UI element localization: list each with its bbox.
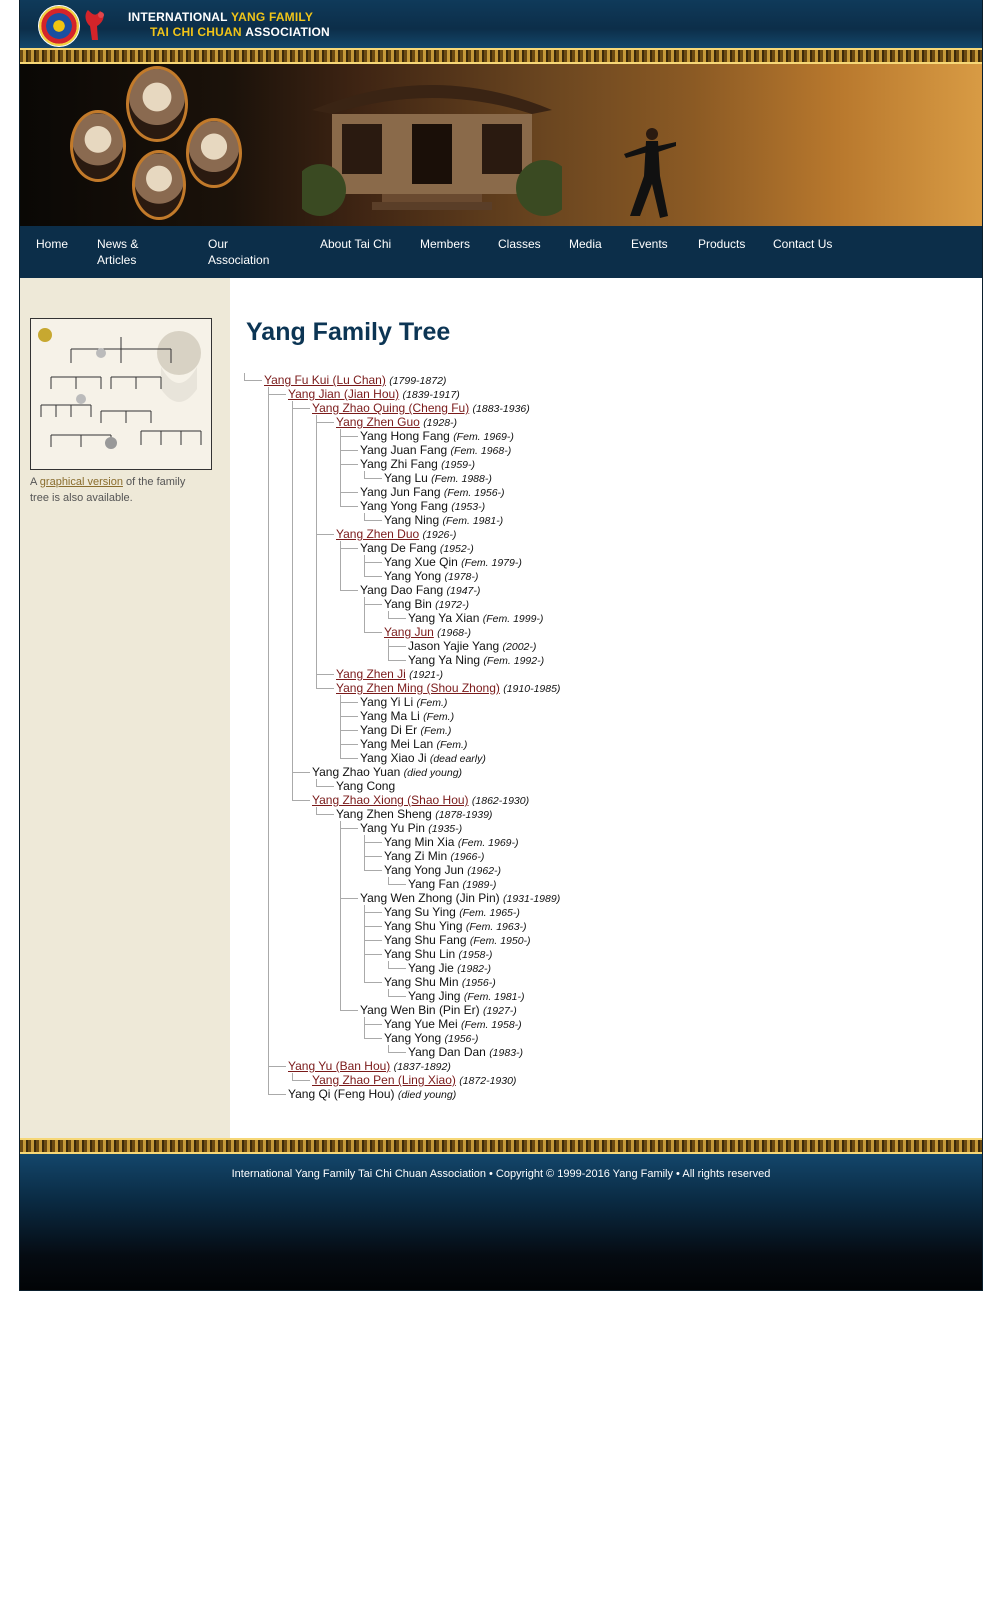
tree-node-years: (Fem. 1965-) bbox=[459, 907, 520, 919]
tree-node-years: (1935-) bbox=[428, 823, 463, 835]
tree-node bbox=[360, 891, 560, 906]
tree-node-name: Yang Cong bbox=[336, 779, 396, 793]
tree-connector-vertical bbox=[268, 387, 269, 1094]
tree-node bbox=[384, 513, 503, 528]
tree-connector-vertical bbox=[388, 639, 389, 660]
master-portrait-4 bbox=[186, 118, 242, 188]
tree-node-years: (died young) bbox=[403, 767, 463, 779]
tree-connector-horizontal bbox=[316, 786, 334, 787]
note-suffix: of the family tree is also available. bbox=[30, 476, 186, 504]
tree-node bbox=[288, 387, 460, 402]
tree-connector-horizontal bbox=[340, 492, 358, 493]
tree-node bbox=[336, 807, 492, 822]
tree-node bbox=[360, 695, 447, 710]
tree-connector-horizontal bbox=[364, 1024, 382, 1025]
footer bbox=[20, 1154, 982, 1290]
tree-node-link[interactable]: Yang Zhao Pen (Ling Xiao) bbox=[312, 1073, 456, 1087]
tree-connector-horizontal bbox=[364, 856, 382, 857]
tree-connector-vertical bbox=[364, 835, 365, 870]
tree-node-years: (1862-1930) bbox=[471, 795, 530, 807]
tree-node bbox=[312, 1073, 516, 1088]
tree-connector-horizontal bbox=[244, 380, 262, 381]
tree-node-name: Yang Hong Fang bbox=[360, 429, 450, 443]
tree-node-years: (Fem. 1950-) bbox=[469, 935, 531, 947]
tree-node bbox=[336, 681, 560, 696]
family-tree-thumbnail[interactable] bbox=[30, 318, 212, 470]
tree-connector-horizontal bbox=[364, 604, 382, 605]
master-portrait-3 bbox=[132, 150, 186, 220]
header-banner-image bbox=[20, 64, 982, 226]
tree-connector-vertical bbox=[388, 989, 389, 996]
tree-connector-horizontal bbox=[364, 562, 382, 563]
tree-node-years: (Fem. 1992-) bbox=[483, 655, 545, 667]
tree-node-years: (1910-1985) bbox=[503, 683, 561, 695]
tree-node bbox=[312, 793, 529, 808]
tree-connector-horizontal bbox=[340, 716, 358, 717]
tree-node bbox=[336, 779, 395, 793]
tree-node bbox=[360, 499, 485, 514]
tree-connector-horizontal bbox=[316, 688, 334, 689]
tree-node-name: Yang Su Ying bbox=[384, 905, 456, 919]
tree-connector-horizontal bbox=[316, 534, 334, 535]
tree-node-link[interactable]: Yang Jian (Jian Hou) bbox=[288, 387, 400, 401]
tree-connector-horizontal bbox=[268, 1066, 286, 1067]
tree-connector-horizontal bbox=[292, 800, 310, 801]
tree-connector-horizontal bbox=[364, 870, 382, 871]
tree-node bbox=[360, 723, 451, 738]
tree-connector-horizontal bbox=[292, 1080, 310, 1081]
tree-connector-horizontal bbox=[340, 506, 358, 507]
tree-node bbox=[360, 709, 454, 724]
tree-node-name: Yang Jie bbox=[408, 961, 454, 975]
tree-node bbox=[384, 1031, 478, 1046]
tree-node bbox=[408, 961, 491, 976]
tree-node-years: (Fem. 1969-) bbox=[453, 431, 514, 443]
tree-node-years: (1878-1939) bbox=[435, 809, 493, 821]
tree-connector-horizontal bbox=[316, 674, 334, 675]
tree-node-name: Yang Yu Pin bbox=[360, 821, 425, 835]
tree-connector-horizontal bbox=[388, 968, 406, 969]
master-portrait-2 bbox=[126, 66, 188, 142]
tree-connector-horizontal bbox=[340, 548, 358, 549]
tree-node-name: Yang Zhi Fang bbox=[360, 457, 438, 471]
tree-connector-vertical bbox=[388, 1045, 389, 1052]
family-tree-thumbnail-graphic bbox=[31, 319, 211, 469]
nav-about-tai-chi[interactable]: About Tai Chi bbox=[320, 237, 392, 251]
tree-node bbox=[384, 625, 471, 640]
tree-node bbox=[360, 1003, 517, 1018]
tree-connector-horizontal bbox=[340, 1010, 358, 1011]
tree-node-years: (1926-) bbox=[422, 529, 457, 541]
nav-products[interactable]: Products bbox=[698, 237, 746, 251]
tree-connector-vertical bbox=[340, 695, 341, 758]
fist-logo-icon bbox=[82, 8, 108, 42]
tree-node-name: Yang Ya Xian bbox=[408, 611, 480, 625]
tree-node-name: Yang Di Er bbox=[360, 723, 418, 737]
tree-node-name: Yang Zhao Yuan bbox=[312, 765, 401, 779]
tree-node-name: Yang Lu bbox=[384, 471, 428, 485]
tree-node-name: Yang Shu Ying bbox=[384, 919, 463, 933]
tree-node bbox=[264, 373, 446, 388]
tree-connector-vertical bbox=[340, 429, 341, 506]
tree-connector-horizontal bbox=[364, 576, 382, 577]
tree-node-name: Yang Shu Min bbox=[384, 975, 459, 989]
tree-node-years: (1968-) bbox=[437, 627, 472, 639]
tree-node bbox=[384, 947, 492, 962]
tree-node bbox=[360, 457, 475, 472]
tree-node-years: (1989-) bbox=[462, 879, 497, 891]
tree-node bbox=[384, 905, 520, 920]
tree-node-name: Yang Xue Qin bbox=[384, 555, 458, 569]
tree-connector-vertical bbox=[364, 905, 365, 982]
tree-node bbox=[384, 849, 484, 864]
tree-connector-horizontal bbox=[340, 730, 358, 731]
tree-node-years: (Fem.) bbox=[420, 725, 452, 737]
tree-node bbox=[360, 737, 467, 752]
nav-events[interactable]: Events bbox=[631, 237, 668, 251]
tree-node bbox=[384, 863, 501, 878]
tree-node-years: (Fem.) bbox=[436, 739, 468, 751]
decorative-gold-band-top bbox=[20, 48, 982, 64]
tree-connector-vertical bbox=[340, 541, 341, 590]
tree-node-name: Yang Yong Jun bbox=[384, 863, 464, 877]
tree-connector-horizontal bbox=[340, 744, 358, 745]
tree-node-years: (1837-1892) bbox=[393, 1061, 451, 1073]
tree-node-name: Yang Jing bbox=[408, 989, 461, 1003]
tai-chi-practitioner-figure bbox=[610, 124, 690, 224]
tree-node bbox=[360, 541, 474, 556]
tree-connector-horizontal bbox=[268, 394, 286, 395]
tree-node-years: (1953-) bbox=[451, 501, 486, 513]
temple-illustration bbox=[302, 70, 562, 220]
tree-node bbox=[384, 597, 469, 612]
tree-connector-horizontal bbox=[388, 884, 406, 885]
tree-node bbox=[384, 975, 496, 990]
family-tree-list bbox=[230, 278, 982, 1138]
tree-node bbox=[360, 429, 514, 444]
tree-node-years: (Fem. 1988-) bbox=[431, 473, 492, 485]
tree-node-link[interactable]: Yang Zhen Duo bbox=[336, 527, 420, 541]
tree-node-years: (1952-) bbox=[439, 543, 474, 555]
tree-connector-vertical bbox=[292, 1073, 293, 1080]
tree-node-name: Yang Shu Lin bbox=[384, 947, 456, 961]
tree-node bbox=[336, 527, 456, 542]
tree-node bbox=[360, 485, 505, 500]
tree-connector-horizontal bbox=[364, 954, 382, 955]
graphical-version-link[interactable]: graphical version bbox=[39, 476, 123, 488]
tree-connector-horizontal bbox=[388, 618, 406, 619]
tree-node bbox=[384, 835, 519, 850]
tree-node-years: (Fem. 1969-) bbox=[457, 837, 519, 849]
tree-node-name: Yang Yong bbox=[384, 569, 442, 583]
tree-node bbox=[384, 933, 531, 948]
tree-connector-vertical bbox=[364, 555, 365, 576]
logo-word-association: ASSOCIATION bbox=[245, 25, 330, 39]
nav-home[interactable]: Home bbox=[36, 237, 69, 251]
tree-connector-horizontal bbox=[388, 1052, 406, 1053]
tree-connector-vertical bbox=[364, 471, 365, 478]
tree-node-years: (1839-1917) bbox=[402, 389, 460, 401]
tree-node-years: (1947-) bbox=[446, 585, 481, 597]
tree-node bbox=[336, 415, 457, 430]
tree-node-name: Yang Ning bbox=[384, 513, 440, 527]
tree-connector-horizontal bbox=[388, 660, 406, 661]
tree-connector-vertical bbox=[364, 1017, 365, 1038]
tree-connector-horizontal bbox=[364, 520, 382, 521]
tree-node-years: (1927-) bbox=[482, 1005, 517, 1017]
note-prefix: A bbox=[30, 476, 37, 488]
tree-connector-horizontal bbox=[388, 996, 406, 997]
tree-node-name: Yang Juan Fang bbox=[360, 443, 448, 457]
tree-node-years: (1959-) bbox=[441, 459, 476, 471]
header-bar bbox=[20, 0, 982, 48]
site-logo-text[interactable] bbox=[128, 10, 330, 40]
tree-node-years: (1983-) bbox=[489, 1047, 524, 1059]
tree-node bbox=[360, 443, 511, 458]
tree-node-years: (died young) bbox=[397, 1089, 457, 1101]
tree-node bbox=[360, 821, 462, 836]
tree-node-name: Yang Qi (Feng Hou) bbox=[288, 1087, 395, 1101]
tree-node bbox=[384, 1017, 522, 1032]
tree-node-link[interactable]: Yang Jun bbox=[384, 625, 434, 639]
logo-word-international: INTERNATIONAL bbox=[128, 10, 228, 24]
tree-connector-vertical bbox=[388, 611, 389, 618]
tree-connector-horizontal bbox=[340, 464, 358, 465]
tree-node-name: Yang Min Xia bbox=[384, 835, 455, 849]
tree-node-years: (dead early) bbox=[429, 753, 486, 765]
nav-our-association[interactable]: Our Association bbox=[208, 237, 270, 267]
tree-connector-horizontal bbox=[364, 478, 382, 479]
tree-node-years: (1928-) bbox=[423, 417, 458, 429]
tree-node-name: Yang Yong Fang bbox=[360, 499, 448, 513]
tree-node bbox=[360, 751, 486, 766]
tree-node-years: (1931-1989) bbox=[502, 893, 561, 905]
tree-connector-vertical bbox=[364, 513, 365, 520]
tree-node-years: (1872-1930) bbox=[459, 1075, 517, 1087]
nav-members[interactable]: Members bbox=[420, 237, 471, 251]
tree-node bbox=[408, 611, 543, 626]
tree-connector-horizontal bbox=[364, 926, 382, 927]
tree-connector-horizontal bbox=[316, 422, 334, 423]
tree-connector-horizontal bbox=[340, 702, 358, 703]
tree-node-years: (1982-) bbox=[457, 963, 492, 975]
tree-node-name: Yang Bin bbox=[384, 597, 432, 611]
tree-connector-horizontal bbox=[340, 590, 358, 591]
tree-node-name: Yang Xiao Ji bbox=[360, 751, 427, 765]
page-title: Yang Family Tree bbox=[246, 318, 451, 346]
tree-connector-horizontal bbox=[364, 940, 382, 941]
association-emblem-icon[interactable] bbox=[38, 5, 80, 47]
tree-node bbox=[408, 1045, 523, 1060]
decorative-gold-band-bottom bbox=[20, 1138, 982, 1154]
tree-connector-horizontal bbox=[340, 828, 358, 829]
main-navigation bbox=[20, 226, 982, 278]
tree-node bbox=[360, 583, 480, 598]
tree-node-years: (1958-) bbox=[458, 949, 493, 961]
nav-news-articles[interactable]: News & Articles bbox=[97, 237, 139, 267]
tree-node-years: (1956-) bbox=[461, 977, 496, 989]
tree-connector-horizontal bbox=[340, 898, 358, 899]
tree-node-years: (Fem. 1968-) bbox=[450, 445, 512, 457]
tree-node-name: Yang Zi Min bbox=[384, 849, 448, 863]
tree-node-years: (Fem.) bbox=[416, 697, 448, 709]
tree-node-years: (1966-) bbox=[450, 851, 485, 863]
tree-node-link[interactable]: Yang Zhen Ji bbox=[336, 667, 406, 681]
tree-node-name: Yang Yi Li bbox=[360, 695, 414, 709]
tree-node-name: Yang Shu Fang bbox=[384, 933, 467, 947]
tree-node-years: (Fem. 1981-) bbox=[463, 991, 525, 1003]
tree-connector-vertical bbox=[244, 373, 245, 380]
logo-word-tai-chi-chuan: TAI CHI CHUAN bbox=[150, 25, 242, 39]
tree-connector-vertical bbox=[292, 401, 293, 800]
page-wrapper bbox=[19, 0, 983, 1291]
tree-node-name: Yang Dao Fang bbox=[360, 583, 444, 597]
tree-connector-horizontal bbox=[364, 1038, 382, 1039]
tree-node bbox=[384, 555, 522, 570]
tree-node-years: (Fem. 1963-) bbox=[465, 921, 527, 933]
tree-node-years: (Fem. 1981-) bbox=[442, 515, 504, 527]
nav-classes[interactable]: Classes bbox=[498, 237, 541, 251]
tree-node-years: (Fem. 1958-) bbox=[460, 1019, 522, 1031]
tree-node-name: Yang De Fang bbox=[360, 541, 437, 555]
tree-connector-vertical bbox=[388, 877, 389, 884]
tree-node-years: (1972-) bbox=[435, 599, 470, 611]
tree-connector-vertical bbox=[364, 597, 365, 632]
main-content bbox=[230, 278, 982, 1138]
tree-connector-vertical bbox=[388, 961, 389, 968]
tree-connector-horizontal bbox=[364, 842, 382, 843]
sidebar bbox=[20, 278, 230, 1138]
tree-node-name: Yang Ma Li bbox=[360, 709, 420, 723]
tree-connector-vertical bbox=[316, 807, 317, 814]
tree-node-link[interactable]: Yang Zhen Ming (Shou Zhong) bbox=[336, 681, 500, 695]
tree-node bbox=[408, 877, 496, 892]
tree-node-years: (1883-1936) bbox=[472, 403, 530, 415]
tree-node-link[interactable]: Yang Zhao Xiong (Shao Hou) bbox=[312, 793, 469, 807]
tree-node bbox=[384, 569, 478, 584]
copyright-text: International Yang Family Tai Chi Chuan Association • Copyright © 1999-2016 Yang Family • All rights reserved bbox=[231, 1168, 771, 1180]
tree-node-name: Yang Dan Dan bbox=[408, 1045, 486, 1059]
tree-node bbox=[288, 1087, 456, 1102]
tree-connector-horizontal bbox=[364, 912, 382, 913]
tree-connector-vertical bbox=[316, 779, 317, 786]
nav-media[interactable]: Media bbox=[569, 237, 602, 251]
tree-connector-horizontal bbox=[340, 436, 358, 437]
tree-node bbox=[384, 919, 527, 934]
tree-connector-horizontal bbox=[388, 646, 406, 647]
tree-node-years: (Fem. 1956-) bbox=[443, 487, 505, 499]
tree-node-years: (Fem. 1999-) bbox=[482, 613, 544, 625]
tree-connector-horizontal bbox=[292, 772, 310, 773]
tree-node-name: Yang Wen Zhong (Jin Pin) bbox=[360, 891, 500, 905]
tree-node-name: Jason Yajie Yang bbox=[408, 639, 500, 653]
tree-connector-vertical bbox=[340, 821, 341, 1010]
tree-node-years: (1962-) bbox=[467, 865, 502, 877]
tree-node-name: Yang Ya Ning bbox=[408, 653, 481, 667]
tree-node-years: (2002-) bbox=[502, 641, 537, 653]
tree-node-name: Yang Mei Lan bbox=[360, 737, 434, 751]
tree-node-name: Yang Fan bbox=[408, 877, 460, 891]
tree-node-name: Yang Yue Mei bbox=[384, 1017, 458, 1031]
nav-contact-us[interactable]: Contact Us bbox=[773, 237, 833, 251]
tree-connector-horizontal bbox=[364, 632, 382, 633]
tree-node bbox=[408, 989, 525, 1004]
logo-word-yang-family: YANG FAMILY bbox=[231, 10, 314, 24]
tree-node bbox=[408, 653, 544, 668]
graphical-version-note bbox=[30, 474, 205, 506]
tree-node-link[interactable]: Yang Zhen Guo bbox=[336, 415, 420, 429]
tree-node-years: (Fem. 1979-) bbox=[461, 557, 522, 569]
tree-connector-horizontal bbox=[340, 758, 358, 759]
master-portrait-1 bbox=[70, 110, 126, 182]
tree-node-name: Yang Jun Fang bbox=[360, 485, 441, 499]
tree-node-link[interactable]: Yang Fu Kui (Lu Chan) bbox=[264, 373, 386, 387]
tree-connector-horizontal bbox=[364, 982, 382, 983]
tree-connector-horizontal bbox=[340, 450, 358, 451]
tree-node-years: (Fem.) bbox=[423, 711, 455, 723]
tree-connector-horizontal bbox=[316, 814, 334, 815]
tree-node-name: Yang Yong bbox=[384, 1031, 442, 1045]
tree-node-years: (1978-) bbox=[444, 571, 479, 583]
tree-connector-vertical bbox=[316, 415, 317, 688]
tree-node-name: Yang Wen Bin (Pin Er) bbox=[360, 1003, 480, 1017]
tree-node-years: (1921-) bbox=[409, 669, 444, 681]
tree-node bbox=[288, 1059, 451, 1074]
tree-node-link[interactable]: Yang Yu (Ban Hou) bbox=[288, 1059, 391, 1073]
tree-connector-horizontal bbox=[292, 408, 310, 409]
tree-node-link[interactable]: Yang Zhao Quing (Cheng Fu) bbox=[312, 401, 470, 415]
tree-node-years: (1799-1872) bbox=[389, 375, 447, 387]
tree-node bbox=[384, 471, 492, 486]
tree-node bbox=[312, 401, 530, 416]
tree-node bbox=[336, 667, 443, 682]
tree-node-years: (1956-) bbox=[444, 1033, 479, 1045]
tree-node bbox=[312, 765, 462, 780]
tree-node-name: Yang Zhen Sheng bbox=[336, 807, 432, 821]
tree-connector-horizontal bbox=[268, 1094, 286, 1095]
tree-node bbox=[408, 639, 536, 654]
